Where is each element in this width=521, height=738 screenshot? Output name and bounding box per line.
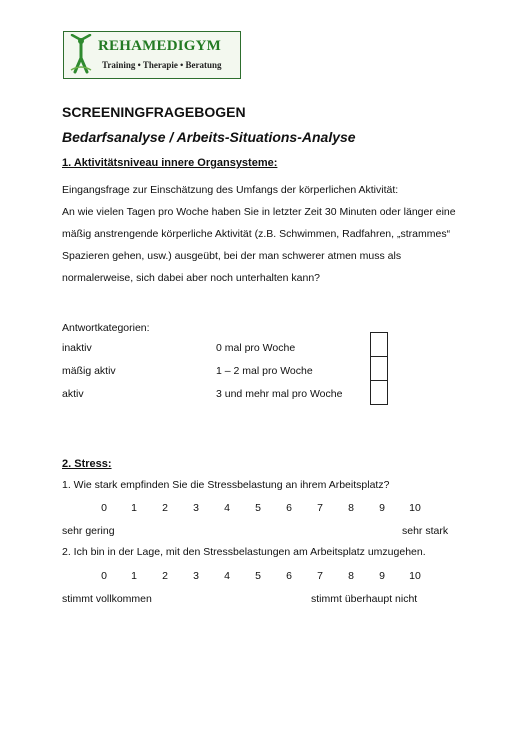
answer-value: 1 – 2 mal pro Woche bbox=[216, 365, 313, 377]
scale-option[interactable]: 0 bbox=[101, 570, 107, 582]
scale-option[interactable]: 3 bbox=[193, 502, 199, 514]
page-title: SCREENINGFRAGEBOGEN bbox=[62, 104, 246, 120]
scale-option[interactable]: 10 bbox=[409, 502, 421, 514]
scale-option[interactable]: 7 bbox=[317, 570, 323, 582]
scale-option[interactable]: 10 bbox=[409, 570, 421, 582]
answer-category: inaktiv bbox=[62, 342, 92, 354]
section1-question bbox=[62, 179, 472, 289]
scale2-high-label: stimmt überhaupt nicht bbox=[311, 593, 418, 605]
section1-line: normalerweise, sich dabei aber noch unterhalten kann? bbox=[62, 272, 320, 284]
logo-brand-text: REHAMEDIGYM bbox=[98, 38, 222, 54]
answer-value: 3 und mehr mal pro Woche bbox=[216, 388, 343, 400]
scale2-low-label: stimmt vollkommen bbox=[62, 593, 152, 605]
stress-scale-2 bbox=[0, 570, 521, 584]
stress-scale-1 bbox=[0, 502, 521, 516]
page-subtitle: Bedarfsanalyse / Arbeits-Situations-Analyse bbox=[62, 129, 356, 145]
scale-option[interactable]: 6 bbox=[286, 570, 292, 582]
scale-option[interactable]: 1 bbox=[131, 570, 137, 582]
section1-line: An wie vielen Tagen pro Woche haben Sie in letzter Zeit 30 Minuten oder länger eine bbox=[62, 206, 456, 218]
scale-option[interactable]: 5 bbox=[255, 570, 261, 582]
answers-label: Antwortkategorien: bbox=[62, 322, 150, 334]
checkbox-inaktiv[interactable] bbox=[371, 333, 387, 357]
scale-option[interactable]: 4 bbox=[224, 570, 230, 582]
answer-value: 0 mal pro Woche bbox=[216, 342, 296, 354]
answer-category: aktiv bbox=[62, 388, 84, 400]
scale-option[interactable]: 5 bbox=[255, 502, 261, 514]
scale-option[interactable]: 2 bbox=[162, 570, 168, 582]
stress-question-2: 2. Ich bin in der Lage, mit den Stressbelastungen am Arbeitsplatz umzugehen. bbox=[62, 546, 426, 558]
scale-option[interactable]: 2 bbox=[162, 502, 168, 514]
scale1-high-label: sehr stark bbox=[402, 525, 449, 537]
logo-tagline: Training • Therapie • Beratung bbox=[102, 60, 222, 70]
section1-line: Spazieren gehen, usw.) ausgeübt, bei der man schwerer atmen muss als bbox=[62, 250, 402, 262]
answer-checkbox-column bbox=[370, 332, 388, 405]
company-logo bbox=[63, 31, 241, 79]
checkbox-aktiv[interactable] bbox=[371, 381, 387, 404]
checkbox-maessig-aktiv[interactable] bbox=[371, 357, 387, 381]
scale-option[interactable]: 8 bbox=[348, 570, 354, 582]
scale-option[interactable]: 6 bbox=[286, 502, 292, 514]
scale-option[interactable]: 0 bbox=[101, 502, 107, 514]
section1-line: Eingangsfrage zur Einschätzung des Umfangs der körperlichen Aktivität: bbox=[62, 184, 399, 196]
scale-option[interactable]: 8 bbox=[348, 502, 354, 514]
section1-heading: 1. Aktivitätsniveau innere Organsysteme: bbox=[62, 157, 278, 169]
section2-heading: 2. Stress: bbox=[62, 458, 112, 470]
section1-line: mäßig anstrengende körperliche Aktivität (z.B. Schwimmen, Radfahren, „strammes“ bbox=[62, 228, 451, 240]
answer-category: mäßig aktiv bbox=[62, 365, 116, 377]
figure-logo-icon bbox=[66, 34, 96, 74]
scale-option[interactable]: 9 bbox=[379, 502, 385, 514]
scale-option[interactable]: 7 bbox=[317, 502, 323, 514]
stress-question-1: 1. Wie stark empfinden Sie die Stressbelastung an ihrem Arbeitsplatz? bbox=[62, 479, 390, 491]
scale-option[interactable]: 9 bbox=[379, 570, 385, 582]
scale-option[interactable]: 4 bbox=[224, 502, 230, 514]
scale1-low-label: sehr gering bbox=[62, 525, 115, 537]
scale-option[interactable]: 3 bbox=[193, 570, 199, 582]
scale-option[interactable]: 1 bbox=[131, 502, 137, 514]
